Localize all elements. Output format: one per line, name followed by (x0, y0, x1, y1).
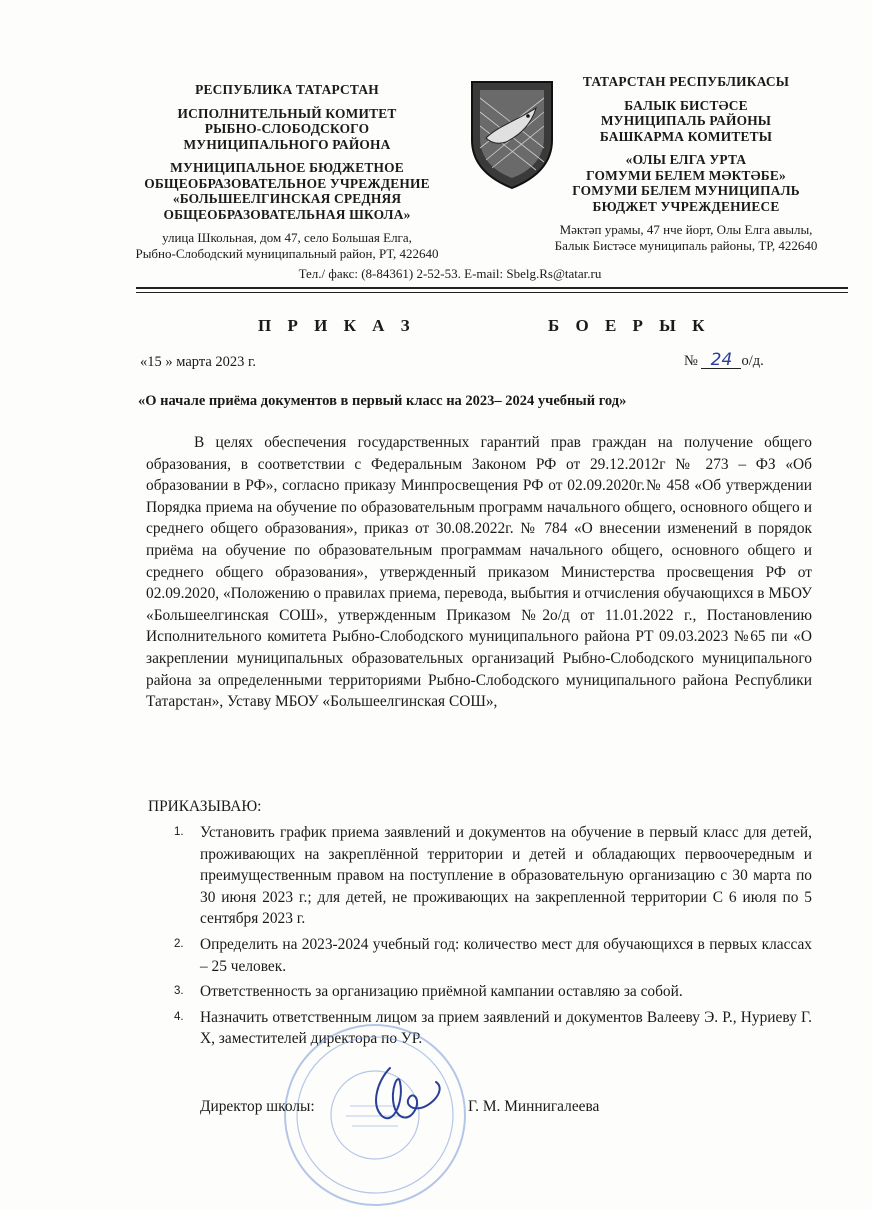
header-left-republic: РЕСПУБЛИКА ТАТАРСТАН (195, 82, 379, 97)
doc-number: № 24 о/д. (684, 350, 764, 370)
header-right-school: «ОЛЫ ЕЛГА УРТА ГОМУМИ БЕЛЕМ МӘКТӘБЕ» ГОМУМИ БЕЛЕМ МУНИЦИПАЛЬ БЮДЖЕТ УЧРЕЖДЕНИЕСЕ (572, 152, 800, 214)
header-divider-thin (136, 292, 848, 293)
header-right (536, 74, 836, 254)
header-right-republic: ТАТАРСТАН РЕСПУБЛИКАСЫ (582, 74, 790, 89)
order-item: 1. Установить график приема заявлений и документов на обучение в первый класс для детей, проживающих на закреплённой территории и детей и обладающих первоочередным и преимущественным правом на поступление в образовательную организацию с 30 марта по 30 июня 2023 г.; для детей, не проживающих на закрепленной территории С 6 июля по 5 сентября 2023 г. (174, 824, 812, 928)
header-left (112, 82, 462, 262)
signature-name: Г. М. Миннигалеева (468, 1098, 600, 1115)
header-left-school: МУНИЦИПАЛЬНОЕ БЮДЖЕТНОЕ ОБЩЕОБРАЗОВАТЕЛЬНОЕ УЧРЕЖДЕНИЕ «БОЛЬШЕЕЛГИНСКАЯ СРЕДНЯЯ ОБЩЕОБРАЗОВАТЕЛЬНАЯ ШКОЛА» (144, 160, 430, 222)
order-items-list (148, 822, 812, 1054)
header-right-committee: БАЛЫК БИСТӘСЕ МУНИЦИПАЛЬ РАЙОНЫ БАШКАРМА КОМИТЕТЫ (599, 97, 773, 144)
doc-title-ru: П Р И К А З (258, 316, 416, 335)
order-word: ПРИКАЗЫВАЮ: (148, 798, 262, 815)
order-item: 2. Определить на 2023-2024 учебный год: количество мест для обучающихся в первых классах – 25 человек. (174, 935, 812, 975)
header-left-address: улица Школьная, дом 47, село Большая Елга, Рыбно-Слободский муниципальный район, РТ, 422640 (135, 230, 439, 261)
doc-title-tt: Б О Е Р Ы К (548, 316, 711, 335)
doc-date: «15 » марта 2023 г. (140, 354, 256, 370)
order-item: 4. Назначить ответственным лицом за прием заявлений и документов Валееву Э. Р., Нуриеву Г. Х, заместителей директора по УР. (174, 1008, 812, 1048)
header-right-address: Мәктәп урамы, 47 нче йорт, Олы Елга авылы, Балык Бистәсе муниципаль районы, ТР, 422640 (554, 222, 818, 253)
header-divider (136, 287, 848, 289)
header-contacts: Тел./ факс: (8-84361) 2-52-53. E-mail: Sbelg.Rs@tatar.ru (298, 266, 602, 281)
header-left-committee: ИСПОЛНИТЕЛЬНЫЙ КОМИТЕТ РЫБНО-СЛОБОДСКОГО МУНИЦИПАЛЬНОГО РАЙОНА (177, 105, 397, 152)
order-item: 3. Ответственность за организацию приёмной кампании оставляю за собой. (174, 983, 683, 1001)
doc-preamble: В целях обеспечения государственных гарантий прав граждан на получение общего образования, в соответствии с Федеральным Законом РФ от 29.12.2012г № 273 – ФЗ «Об образовании в РФ», согласно приказу Минпросвещения РФ от 02.09.2020г.№ 458 «Об утверждении Порядка приема на обучение по образовательным программ начального общего, основного общего и среднего общего образования», приказ от 30.08.2022г. № 784 «О внесении изменений в порядок приёма на обучение по образовательным программам начального общего, основного общего и среднего общего образования», утвержденный приказом Министерства просвещения РФ от 02.09.2020, «Положению о правилах приема, перевода, выбытия и отчисления обучающихся в МБОУ «Большеелгинская СОШ», утвержденным Приказом №2о/д от 11.01.2022 г., Постановлению Исполнительного комитета Рыбно-Слободского муниципального района РТ 09.03.2023 №65 пи «О закреплении муниципальных образовательных организаций Рыбно-Слободского муниципального района за определенными территориями Рыбно-Слободского муниципального района Республики Татарстан», Уставу МБОУ «Большеелгинская СОШ», (146, 434, 812, 711)
handwritten-signature-icon (360, 1060, 450, 1130)
signature-position: Директор школы: (200, 1098, 315, 1115)
doc-number-value: 24 (701, 352, 741, 369)
doc-subject: «О начале приёма документов в первый класс на 2023– 2024 учебный год» (138, 393, 627, 409)
